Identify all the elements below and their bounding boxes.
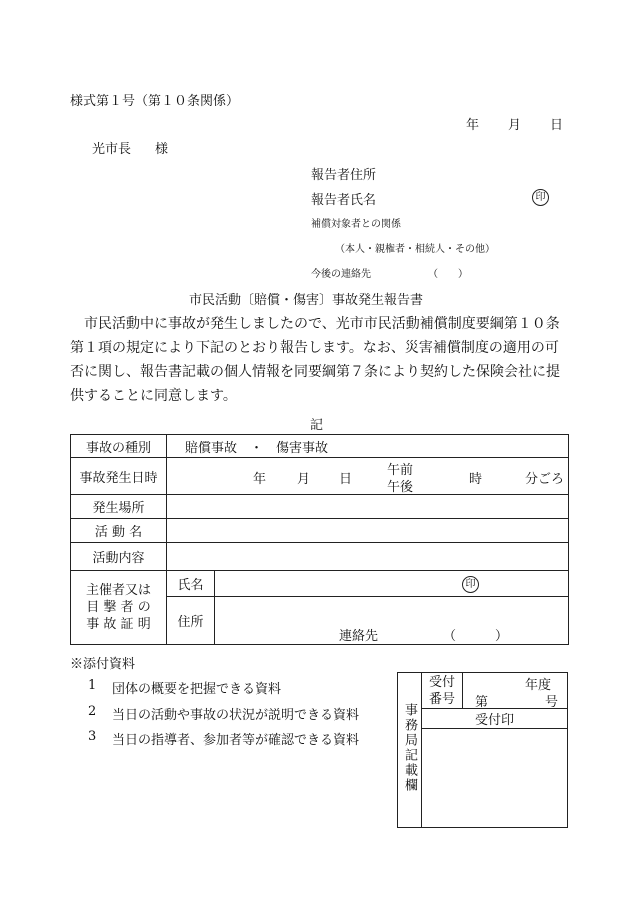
datetime-label: 事故発生日時	[71, 458, 167, 495]
row-content	[71, 543, 569, 571]
place-label: 発生場所	[71, 495, 167, 519]
receipt-label-line: 受付	[428, 674, 455, 690]
type-label: 事故の種別	[71, 435, 167, 458]
row-datetime	[71, 458, 569, 495]
row-place	[71, 495, 569, 519]
ki-label: 記	[310, 418, 324, 433]
date-year: 年	[466, 118, 480, 133]
body-line: 否に関し、報告書記載の個人情報を同要綱第７条により契約した保険会社に提	[70, 364, 560, 380]
content-label: 活動内容	[71, 543, 167, 571]
witness-seal: 印	[462, 576, 479, 593]
date-day: 日	[550, 118, 564, 133]
witness-name-label: 氏名	[167, 571, 215, 597]
witness-label	[71, 571, 167, 645]
office-side-label	[398, 673, 422, 828]
witness-contact-paren: （ ）	[443, 629, 509, 644]
body-line: 供することに同意します。	[70, 388, 237, 404]
reporter-address-label: 報告者住所	[311, 168, 377, 183]
row-type	[71, 435, 569, 458]
contact-label: 今後の連絡先	[311, 269, 371, 280]
relation-label: 補償対象者との関係	[311, 219, 401, 230]
addressee-name: 光市長	[92, 142, 132, 157]
dt-day: 日	[339, 472, 353, 487]
datetime-value	[167, 458, 569, 495]
receipt-go: 号	[545, 695, 559, 710]
dt-hour: 時	[469, 472, 483, 487]
relation-options: （本人・親権者・相続人・その他）	[335, 244, 495, 255]
row-witness-name	[71, 571, 569, 597]
report-title: 市民活動〔賠償・傷害〕事故発生報告書	[189, 293, 424, 308]
type-value: 賠償事故 ・ 傷害事故	[167, 435, 569, 458]
dt-minute: 分ごろ	[525, 472, 565, 487]
attachment-num: 1	[88, 678, 97, 693]
attachment-num: 3	[88, 729, 97, 744]
dt-pm: 午後	[387, 480, 414, 495]
office-use-table	[397, 672, 568, 828]
stamp-label: 受付印	[422, 709, 568, 729]
fiscal-year: 年度	[525, 678, 552, 693]
stamp-area[interactable]	[422, 729, 568, 828]
witness-address-label: 住所	[167, 597, 215, 645]
receipt-number-value[interactable]	[463, 673, 568, 709]
body-line: 第１項の規定により下記のとおり報告します。なお、災害補償制度の適用の可	[70, 340, 559, 356]
form-number: 様式第１号（第１０条関係）	[70, 94, 240, 109]
office-side-text: 事務局記載欄	[402, 703, 417, 793]
body-line: 市民活動中に事故が発生しましたので、光市市民活動補償制度要綱第１０条	[70, 316, 560, 332]
attachment-num: 2	[88, 704, 97, 719]
witness-label-line: 目 撃 者 の	[86, 600, 151, 615]
receipt-dai: 第	[475, 695, 489, 710]
addressee-honorific: 様	[155, 142, 169, 157]
witness-address-value[interactable]	[215, 597, 569, 645]
attachment-text: 当日の指導者、参加者等が確認できる資料	[112, 733, 360, 748]
reporter-seal: 印	[532, 189, 549, 206]
content-value[interactable]	[167, 543, 569, 571]
reporter-name-label: 報告者氏名	[311, 193, 377, 208]
witness-label-line: 主催者又は	[85, 583, 151, 598]
receipt-label-line: 番号	[428, 691, 455, 707]
accident-table	[70, 434, 569, 645]
report-body	[70, 312, 570, 408]
dt-year: 年	[253, 472, 267, 487]
row-activity	[71, 519, 569, 543]
attachment-text: 団体の概要を把握できる資料	[112, 682, 282, 697]
receipt-number-label	[422, 673, 463, 709]
witness-name-value[interactable]	[215, 571, 569, 597]
place-value[interactable]	[167, 495, 569, 519]
witness-contact-label: 連絡先	[339, 629, 379, 644]
attachment-text: 当日の活動や事故の状況が説明できる資料	[112, 708, 360, 723]
witness-label-line: 事 故 証 明	[86, 617, 151, 632]
attachments-heading: ※添付資料	[70, 657, 136, 672]
contact-paren: （ ）	[428, 269, 468, 280]
activity-value[interactable]	[167, 519, 569, 543]
dt-month: 月	[297, 472, 311, 487]
date-month: 月	[508, 118, 522, 133]
activity-label: 活 動 名	[71, 519, 167, 543]
dt-am: 午前	[387, 463, 414, 478]
